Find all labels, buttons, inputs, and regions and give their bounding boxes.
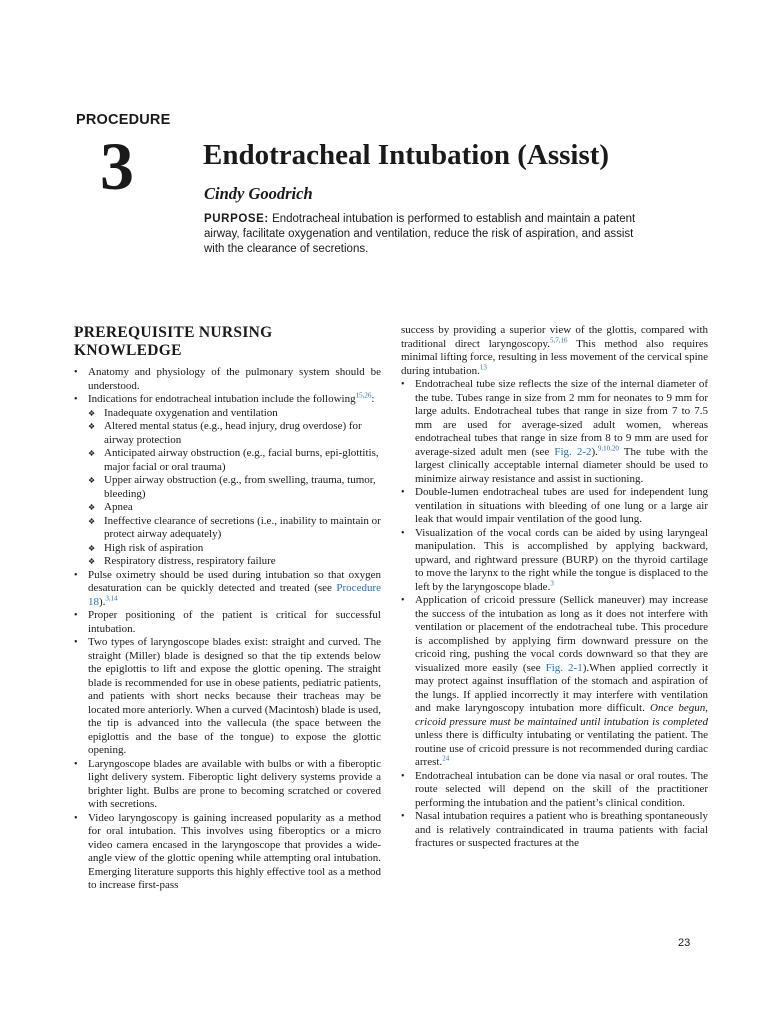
sub-list-item: ❖ Inadequate oxygenation and ventilation xyxy=(88,407,381,421)
purpose-label: PURPOSE: xyxy=(204,213,269,225)
list-item: • Video laryngoscopy is gaining increased popularity as a method for oral intubation. This involves using fiberoptics or a micro video camera encased in the laryngoscope that provides a wide-angle view of the glottic opening while attempting oral intubation. Emerging literature supports this highly effective tool as a method to increase first-pass xyxy=(74,812,381,893)
citation-ref[interactable]: 3 xyxy=(550,578,554,587)
page-number: 23 xyxy=(678,937,691,949)
list-item: • Visualization of the vocal cords can be aided by using laryngeal manipulation. This is accomplished by applying backward, upward, and rightward pressure (BURP) on the thyroid cartilage to move the larynx to the right while the tongue is displaced to the left by the laryngoscope blade.$^3$ xyxy=(401,527,708,595)
list-item: • Two types of laryngoscope blades exist: straight and curved. The straight (Miller) blade is designed so that the tip extends below the epiglottis to lift and expose the glottic opening. The straight blade is recommended for use in obese patients, pediatric patients, and patients with short necks because their tracheas may be located more anteriorly. When a curved (Macintosh) blade is used, the tip is advanced into the vallecula (the space between the epiglottis and the base of the tongue) to expose the glottic opening. xyxy=(74,636,381,758)
procedure-number: 3 xyxy=(100,128,134,204)
citation-ref[interactable]: 5,7,16 xyxy=(550,335,568,344)
citation-ref[interactable]: 3,14 xyxy=(105,593,118,602)
list-item: • Laryngoscope blades are available with bulbs or with a fiberoptic light delivery system. Fiberoptic light delivery systems provide a brighter light. Bulbs are prone to becoming scratched or covered with secretions. xyxy=(74,758,381,812)
citation-ref[interactable]: 9,10,20 xyxy=(597,443,619,452)
left-column xyxy=(74,324,381,893)
sub-list-item: ❖ Anticipated airway obstruction (e.g., facial burns, epi-glottitis, major facial or oral trauma) xyxy=(88,447,381,474)
continued-paragraph: success by providing a superior view of the glottis, compared with traditional direct laryngoscopy.$^{5,7,16}$ This method also requires minimal lifting force, resulting in less movement of the cervical spine during intubation.$^{13}$ xyxy=(401,324,709,377)
sub-list-item: ❖ Ineffective clearance of secretions (i.e., inability to maintain or protect airway adequately) xyxy=(88,515,381,542)
section-heading-line2: KNOWLEDGE xyxy=(74,342,182,359)
citation-ref[interactable]: 15,26 xyxy=(355,391,372,400)
sub-list-item: ❖ Respiratory distress, respiratory failure xyxy=(88,555,381,569)
right-bullet-list xyxy=(401,378,708,851)
procedure-link[interactable]: Procedure 18 xyxy=(88,582,381,608)
section-heading xyxy=(74,324,381,360)
section-heading-line1: PREREQUISITE NURSING xyxy=(74,324,273,341)
procedure-label: PROCEDURE xyxy=(76,112,171,128)
sub-list-item: ❖ High risk of aspiration xyxy=(88,542,381,556)
left-bullet-list xyxy=(74,366,381,893)
citation-ref[interactable]: 24 xyxy=(442,754,450,763)
right-column xyxy=(401,324,708,851)
indication-sublist xyxy=(88,407,381,569)
sub-list-item: ❖ Altered mental status (e.g., head injury, drug overdose) for airway protection xyxy=(88,420,381,447)
list-item: • Proper positioning of the patient is critical for successful intubation. xyxy=(74,609,381,636)
figure-link[interactable]: Fig. 2-2 xyxy=(554,445,592,458)
purpose-block xyxy=(204,212,640,257)
emphasis-text: Once begun, cricoid pressure must be maintained until intubation is completed xyxy=(415,702,708,728)
sub-list-item: ❖ Apnea xyxy=(88,501,381,515)
citation-ref[interactable]: 13 xyxy=(479,362,487,371)
purpose-text: Endotracheal intubation is performed to establish and maintain a patent airway, facilitate oxygenation and ventilation, reduce the risk of aspiration, and assist with the clearance of secretions. xyxy=(204,213,636,255)
list-item: • Application of cricoid pressure (Sellick maneuver) may increase the success of the intubation as long as it does not interfere with ventilation or placement of the endotracheal tube. This procedure is accomplished by applying firm downward pressure on the cricoid ring, pushing the vocal cords downward so that they are visualized more easily (see Fig. 2-1).When applied correctly it may protect against insufflation of the stomach and aspiration of the lungs. If applied incorrectly it may interfere with ventilation and make laryngoscopy intubation more difficult. Once begun, cricoid pressure must be maintained until intubation is completed unless there is difficulty intubating or ventilating the patient. The routine use of cricoid pressure is not recommended during cardiac arrest.$^{24}$ xyxy=(401,594,708,770)
list-item: • Pulse oximetry should be used during intubation so that oxygen desaturation can be quickly detected and treated (see Procedure 18).$^{3,14}$ xyxy=(74,569,381,610)
page-title: Endotracheal Intubation (Assist) xyxy=(203,139,610,171)
list-item: • Endotracheal intubation can be done via nasal or oral routes. The route selected will depend on the skill of the practitioner performing the intubation and the patient’s clinical condition. xyxy=(401,770,708,811)
sub-list-item: ❖ Upper airway obstruction (e.g., from swelling, trauma, tumor, bleeding) xyxy=(88,474,381,501)
list-item: • Anatomy and physiology of the pulmonary system should be understood. xyxy=(74,366,381,393)
list-item: • Indications for endotracheal intubation include the following$^{15,26}$: ❖ Inadequate oxygenation and ventilation ❖ Altered mental status (e.g., head injury, drug overdose) for airway protection ❖ Anticipated airway obstruction (e.g., facial burns, epi-glottitis, major facial or oral trauma) ❖ Upper airway obstruction (e.g., from swelling, trauma, tumor, bleeding) ❖ Apnea ❖ Ineffective clearance of secretions (i.e., inability to maintain or protect airway adequately) ❖ High risk of aspiration ❖ Respiratory distress, respiratory failure xyxy=(74,393,381,569)
list-item: • Double-lumen endotracheal tubes are used for independent lung ventilation in situations with bleeding of one lung or a large air leak that would impair ventilation of the good lung. xyxy=(401,486,708,527)
figure-link[interactable]: Fig. 2-1 xyxy=(545,661,583,674)
author-name: Cindy Goodrich xyxy=(204,184,313,203)
list-item: • Endotracheal tube size reflects the size of the internal diameter of the tube. Tubes range in size from 2 mm for neonates to 9 mm for large adults. Endotracheal tubes that range in size from 7 to 7.5 mm are used for average-sized adult women, whereas endotracheal tubes that range in size from 8 to 9 mm are used for average-sized adult men (see Fig. 2-2).$^{9,10,20}$ The tube with the largest clinically acceptable internal diameter should be used to minimize airway resistance and assist in suctioning. xyxy=(401,378,708,486)
list-item: • Nasal intubation requires a patient who is breathing spontaneously and is relatively contraindicated in trauma patients with facial fractures or suspected fractures at the xyxy=(401,810,708,851)
